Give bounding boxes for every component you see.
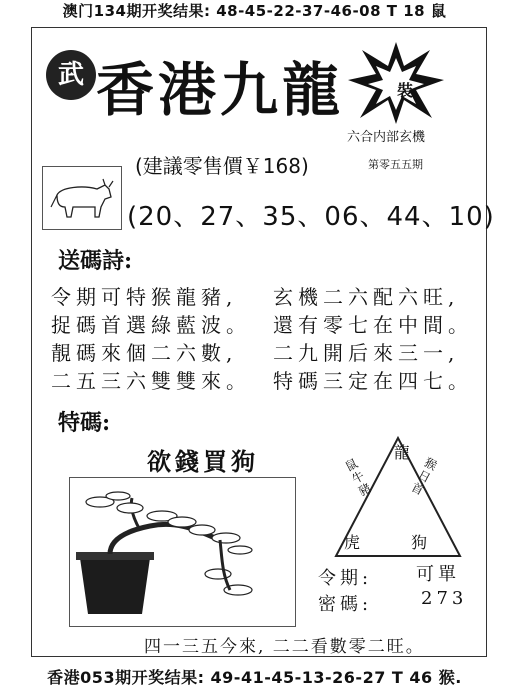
poem-line: 特碼三定在四七。 <box>273 369 473 393</box>
jinqi-value: 可單 <box>416 564 460 585</box>
jinqi-label: 令期: <box>318 568 373 589</box>
triangle-bottom-right: 狗 <box>411 533 428 552</box>
animal-picture <box>42 166 122 230</box>
triangle-bottom-left: 虎 <box>344 533 361 552</box>
ox-icon <box>43 167 121 229</box>
burst-stamp-icon <box>346 40 446 126</box>
caption: 欲錢買狗 <box>147 447 259 476</box>
poem-line: 二五三六雙雙來。 <box>51 369 251 393</box>
poem-left-column <box>51 283 251 395</box>
poem-heading: 送碼詩: <box>58 248 133 274</box>
poem-line: 捉碼首選綠藍波。 <box>51 313 251 337</box>
bonsai-picture <box>69 477 296 627</box>
page-title: 香港九龍 <box>96 56 345 124</box>
poem-line: 令期可特猴龍豬, <box>51 285 238 309</box>
bottom-result-header: 香港053期开奖结果: 49-41-45-13-26-27 T 46 猴. <box>47 668 462 687</box>
triangle-left-side: 鼠牛豬 <box>342 456 374 499</box>
poem-line: 二九開后來三一, <box>273 341 460 365</box>
poem-line: 玄機二六配六旺, <box>273 285 460 309</box>
top-result-header: 澳门134期开奖结果: 48-45-22-37-46-08 T 18 鼠 <box>62 2 447 20</box>
mima-label: 密碼: <box>318 594 373 615</box>
poem-right-column <box>273 283 473 395</box>
bonsai-icon <box>70 478 295 626</box>
poem-line: 靚碼來個二六數, <box>51 341 238 365</box>
footer-verse: 四一三五今來, 二二看數零二旺。 <box>144 637 425 657</box>
price-label: (建議零售價￥168) <box>135 154 309 178</box>
issue-label: 第零五五期 <box>368 158 423 171</box>
stamp-label: 裝 <box>397 81 414 100</box>
triangle-top: 龍 <box>394 443 411 462</box>
number-list: (20、27、35、06、44、10) <box>127 202 495 232</box>
seal-badge: 武 <box>46 50 96 100</box>
triangle-right-side: 猴日首 <box>408 455 440 498</box>
special-heading: 特碼: <box>58 410 111 436</box>
subtitle: 六合内部玄機 <box>347 130 426 145</box>
poem-line: 還有零七在中間。 <box>273 313 473 337</box>
mima-value: 273 <box>421 588 468 609</box>
